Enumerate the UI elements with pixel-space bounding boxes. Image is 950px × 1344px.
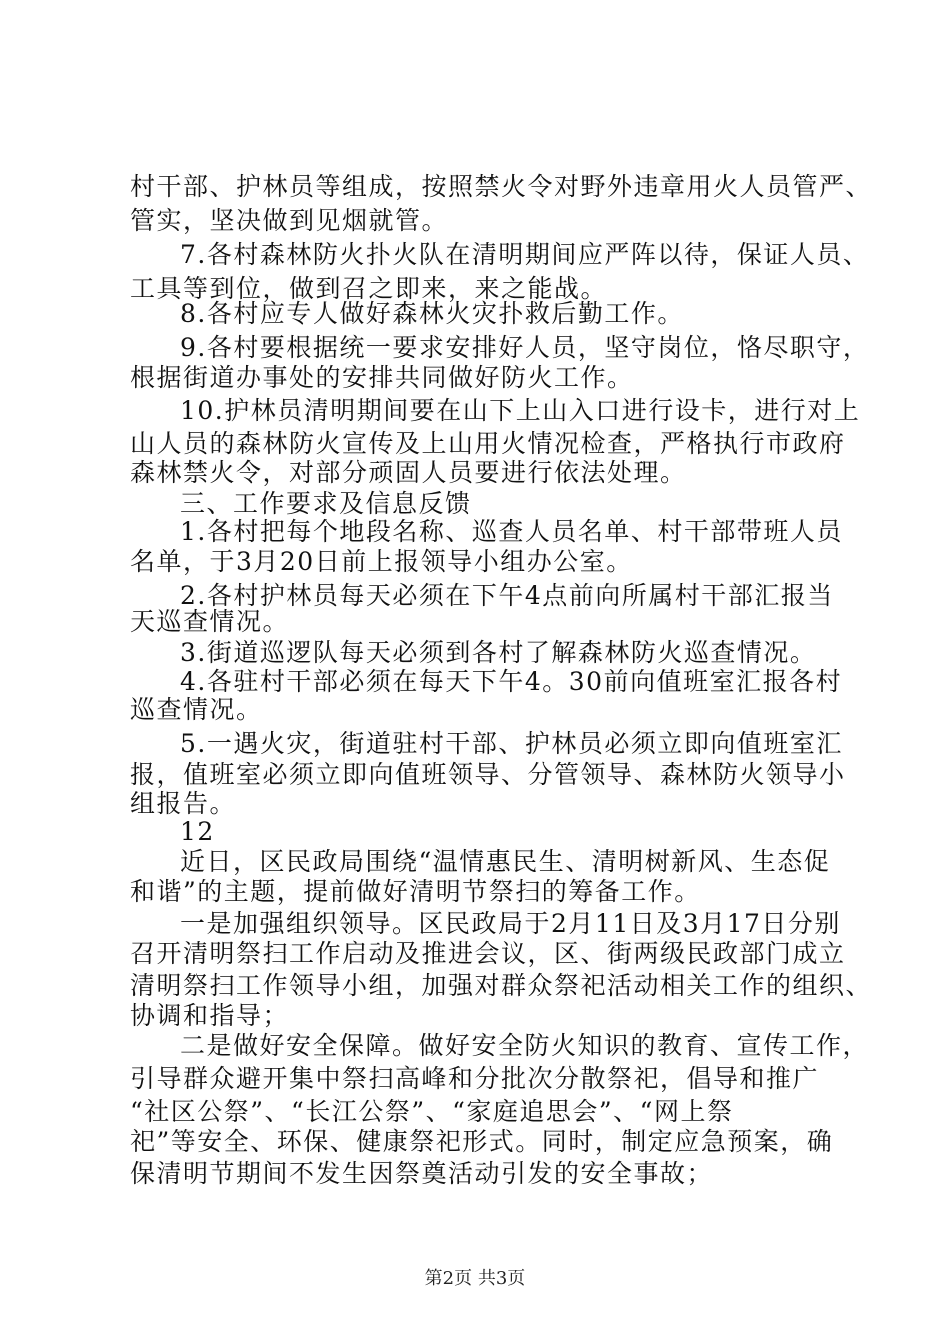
text-line: 山人员的森林防火宣传及上山用火情况检查，严格执行市政府 xyxy=(130,429,846,458)
text-line: 和谐”的主题，提前做好清明节祭扫的筹备工作。 xyxy=(130,877,701,906)
text-line: 村干部、护林员等组成，按照禁火令对野外违章用火人员管严、 xyxy=(130,172,873,201)
text-line: 巡查情况。 xyxy=(130,695,263,724)
text-line: 10.护林员清明期间要在山下上山入口进行设卡，进行对上 xyxy=(180,396,861,425)
text-line: 二是做好安全保障。做好安全防火知识的教育、宣传工作， xyxy=(180,1031,870,1060)
text-line: 根据街道办事处的安排共同做好防火工作。 xyxy=(130,363,634,392)
text-line: 名单，于3月20日前上报领导小组办公室。 xyxy=(130,547,633,576)
text-line: 5.一遇火灾，街道驻村干部、护林员必须立即向值班室汇 xyxy=(180,729,843,758)
text-line: 一是加强组织领导。区民政局于2月11日及3月17日分别 xyxy=(180,909,841,938)
text-line: 保清明节期间不发生因祭奠活动引发的安全事故； xyxy=(130,1159,714,1188)
text-line: 报，值班室必须立即向值班领导、分管领导、森林防火领导小 xyxy=(130,760,846,789)
text-line: 12 xyxy=(180,817,215,846)
text-line: 引导群众避开集中祭扫高峰和分批次分散祭祀，倡导和推广 xyxy=(130,1064,820,1093)
text-line: “社区公祭”、“长江公祭”、“家庭追思会”、“网上祭 xyxy=(130,1097,734,1126)
text-line: 4.各驻村干部必须在每天下午4。30前向值班室汇报各村 xyxy=(180,667,843,696)
text-line: 管实，坚决做到见烟就管。 xyxy=(130,206,449,235)
text-line: 2.各村护林员每天必须在下午4点前向所属村干部汇报当 xyxy=(180,581,834,610)
text-line: 工具等到位，做到召之即来，来之能战。 xyxy=(130,274,608,303)
text-line: 8.各村应专人做好森林火灾扑救后勤工作。 xyxy=(180,299,684,328)
text-line: 1.各村把每个地段名称、巡查人员名单、村干部带班人员 xyxy=(180,517,843,546)
section-heading: 三、工作要求及信息反馈 xyxy=(180,489,472,518)
text-line: 召开清明祭扫工作启动及推进会议，区、街两级民政部门成立 xyxy=(130,939,846,968)
text-line: 组报告。 xyxy=(130,789,237,818)
text-line: 7.各村森林防火扑火队在清明期间应严阵以待，保证人员、 xyxy=(180,240,870,269)
text-line: 协调和指导； xyxy=(130,1001,290,1030)
text-line: 天巡查情况。 xyxy=(130,607,290,636)
text-line: 9.各村要根据统一要求安排好人员，坚守岗位，恪尽职守， xyxy=(180,333,870,362)
text-line: 清明祭扫工作领导小组，加强对群众祭祀活动相关工作的组织、 xyxy=(130,971,873,1000)
text-line: 3.街道巡逻队每天必须到各村了解森林防火巡查情况。 xyxy=(180,638,817,667)
text-line: 森林禁火令，对部分顽固人员要进行依法处理。 xyxy=(130,458,687,487)
text-line: 祀”等安全、环保、健康祭祀形式。同时，制定应急预案，确 xyxy=(130,1127,834,1156)
page-number-footer: 第2页 共3页 xyxy=(424,1268,526,1289)
text-line: 近日，区民政局围绕“温情惠民生、清明树新风、生态促 xyxy=(180,847,831,876)
